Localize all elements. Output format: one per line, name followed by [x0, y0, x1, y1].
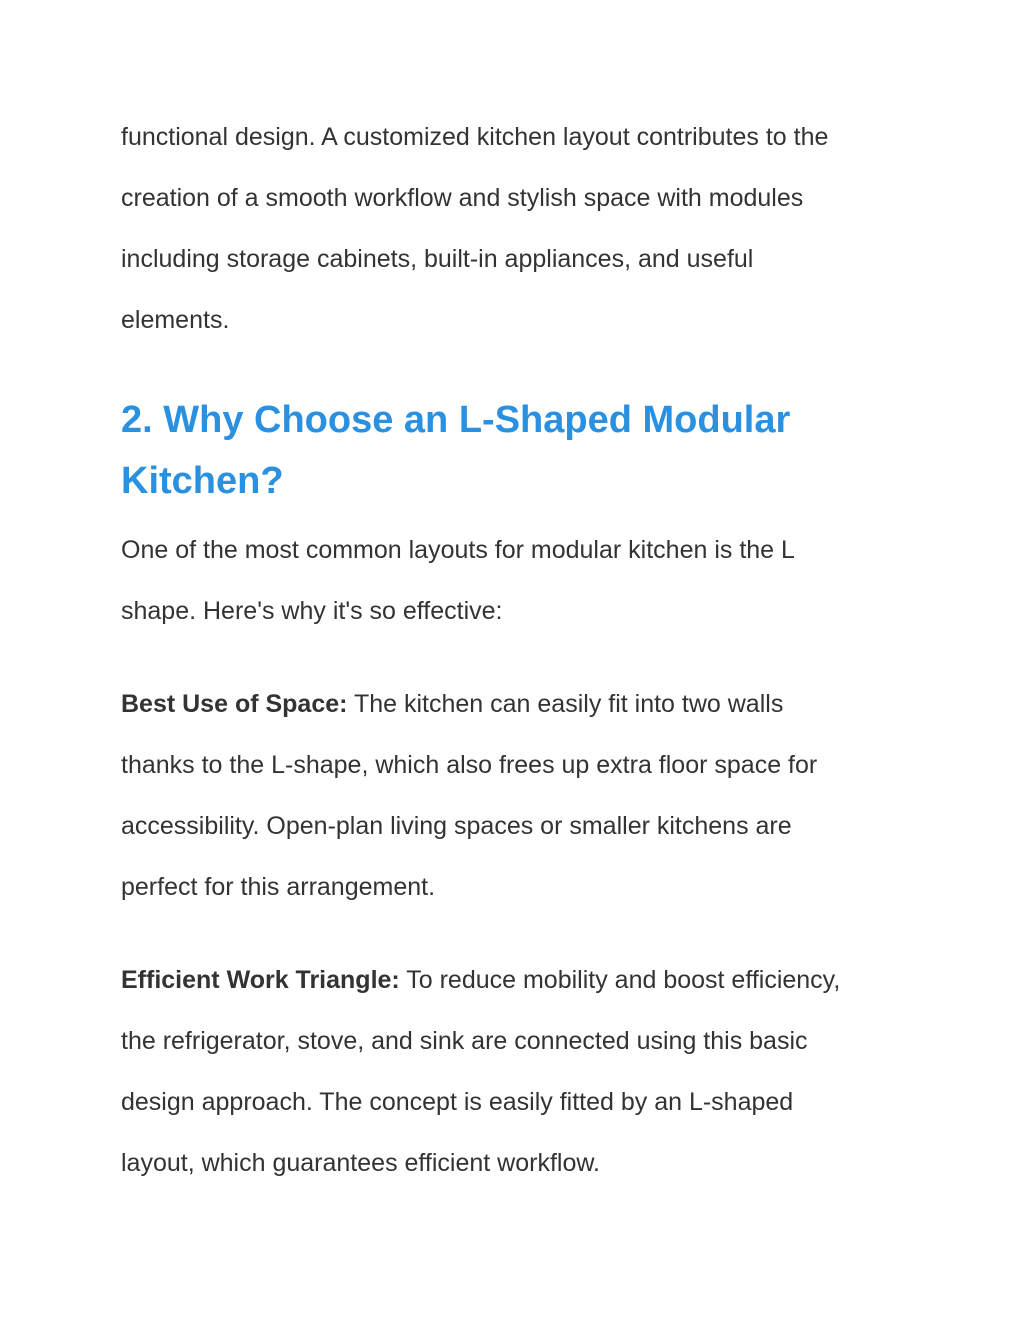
point-space-line-4: perfect for this arrangement.: [121, 873, 436, 901]
section-intro-line-2: shape. Here's why it's so effective:: [121, 597, 503, 625]
point-triangle-line-3: design approach. The concept is easily fitted by an L-shaped: [121, 1088, 794, 1116]
point-space-line-3: accessibility. Open-plan living spaces or smaller kitchens are: [121, 812, 792, 840]
intro-line-1: functional design. A customized kitchen layout contributes to the: [121, 123, 829, 151]
point-triangle-line-1: [121, 965, 840, 995]
point-triangle-line-4: layout, which guarantees efficient workflow.: [121, 1149, 600, 1177]
section-intro-line-1: One of the most common layouts for modular kitchen is the L: [121, 536, 795, 564]
intro-line-2: creation of a smooth workflow and stylish space with modules: [121, 184, 804, 212]
point-triangle-line-2: the refrigerator, stove, and sink are connected using this basic: [121, 1027, 808, 1055]
intro-line-3: including storage cabinets, built-in appliances, and useful: [121, 245, 754, 273]
section-heading-line-2: Kitchen?: [121, 460, 284, 502]
point-space-line-1: [121, 689, 783, 719]
intro-line-4: elements.: [121, 306, 230, 334]
point-triangle-line-1-text: To reduce mobility and boost efficiency,: [399, 966, 841, 994]
point-space-line-1-text: The kitchen can easily fit into two walls: [347, 690, 784, 718]
point-space-line-2: thanks to the L-shape, which also frees up extra floor space for: [121, 751, 818, 779]
point-space-term: Best Use of Space:: [121, 690, 348, 718]
point-triangle-term: Efficient Work Triangle:: [121, 966, 400, 994]
section-heading-line-1: 2. Why Choose an L-Shaped Modular: [121, 399, 791, 441]
